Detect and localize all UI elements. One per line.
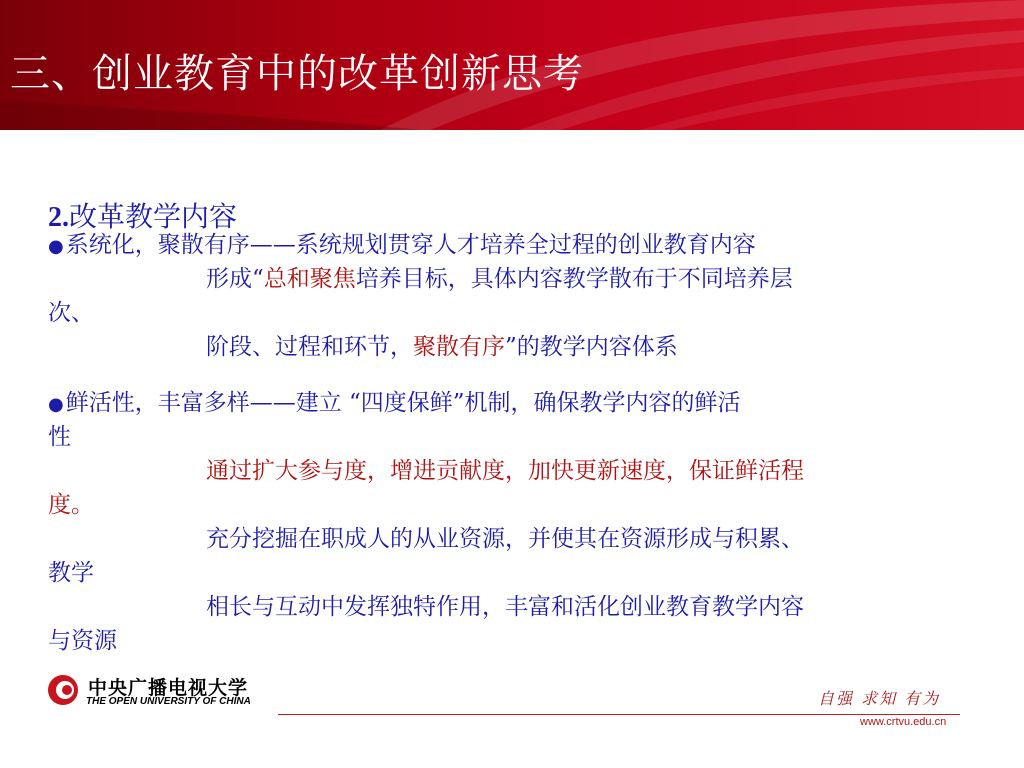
bullet-2-text: 与资源 (48, 628, 117, 654)
bullet-2-text: 教学 (48, 560, 94, 586)
logo-english-name: THE OPEN UNIVERSITY OF CHINA (86, 696, 251, 707)
bullet-2-line-4 (48, 488, 958, 522)
footer-divider (278, 714, 960, 715)
bullet-1-text: 次、 (48, 300, 94, 326)
title-banner (0, 0, 1024, 130)
emphasis-text: 度。 (48, 492, 94, 518)
bullet-1-heading: 系统化，聚散有序——系统规划贯穿人才培养全过程的创业教育内容 (65, 232, 756, 258)
section-title-text: 改革教学内容 (69, 200, 238, 233)
bullet-1-text: 阶段、过程和环节， (206, 334, 413, 360)
bullet-2-line-2 (48, 420, 958, 454)
bullet-2-text: 性 (48, 424, 71, 450)
website-url[interactable]: www.crtvu.edu.cn (860, 716, 947, 728)
bullet-marker: ● (48, 394, 64, 415)
university-logo (46, 671, 266, 711)
bullet-2-line-7 (48, 590, 958, 624)
logo-chinese-name: 中央广播电视大学 (88, 677, 249, 699)
emphasis-text: 聚散有序 (413, 334, 505, 360)
bullet-1-line-3 (48, 296, 958, 330)
bullet-1-line-2 (48, 262, 958, 296)
emphasis-text: 通过扩大参与度，增进贡献度，加快更新速度，保证鲜活程 (206, 458, 804, 484)
bullet-2-line-6 (48, 556, 958, 590)
bullet-marker: ● (48, 236, 64, 257)
bullet-1-text: 形成“ (206, 266, 264, 292)
bullet-2-text: 充分挖掘在职成人的从业资源，并使其在资源形成与积累、 (206, 526, 804, 552)
university-motto: 自强 求知 有为 (818, 689, 941, 708)
emphasis-text: 总和聚焦 (263, 266, 356, 292)
bullet-1-line-4 (48, 330, 958, 364)
bullet-1-text: 培养目标，具体内容教学散布于不同培养层 (355, 266, 793, 292)
bullet-list (48, 228, 958, 656)
bullet-2-line-3 (48, 454, 958, 488)
page-title: 三、创业教育中的改革创新思考 (10, 51, 584, 97)
section-number: 2. (48, 202, 69, 233)
bullet-2-heading: 鲜活性，丰富多样——建立 “四度保鲜”机制，确保教学内容的鲜活 (65, 390, 741, 416)
bullet-2-line-1 (48, 386, 958, 420)
bullet-2-line-8 (48, 624, 958, 656)
bullet-2-text: 相长与互动中发挥独特作用，丰富和活化创业教育教学内容 (206, 594, 804, 620)
bullet-1-line-1 (48, 228, 958, 262)
slide-content (48, 200, 958, 656)
logo-emblem-icon (46, 673, 80, 707)
bullet-2-line-5 (48, 522, 958, 556)
bullet-1-text: ”的教学内容体系 (505, 334, 678, 360)
